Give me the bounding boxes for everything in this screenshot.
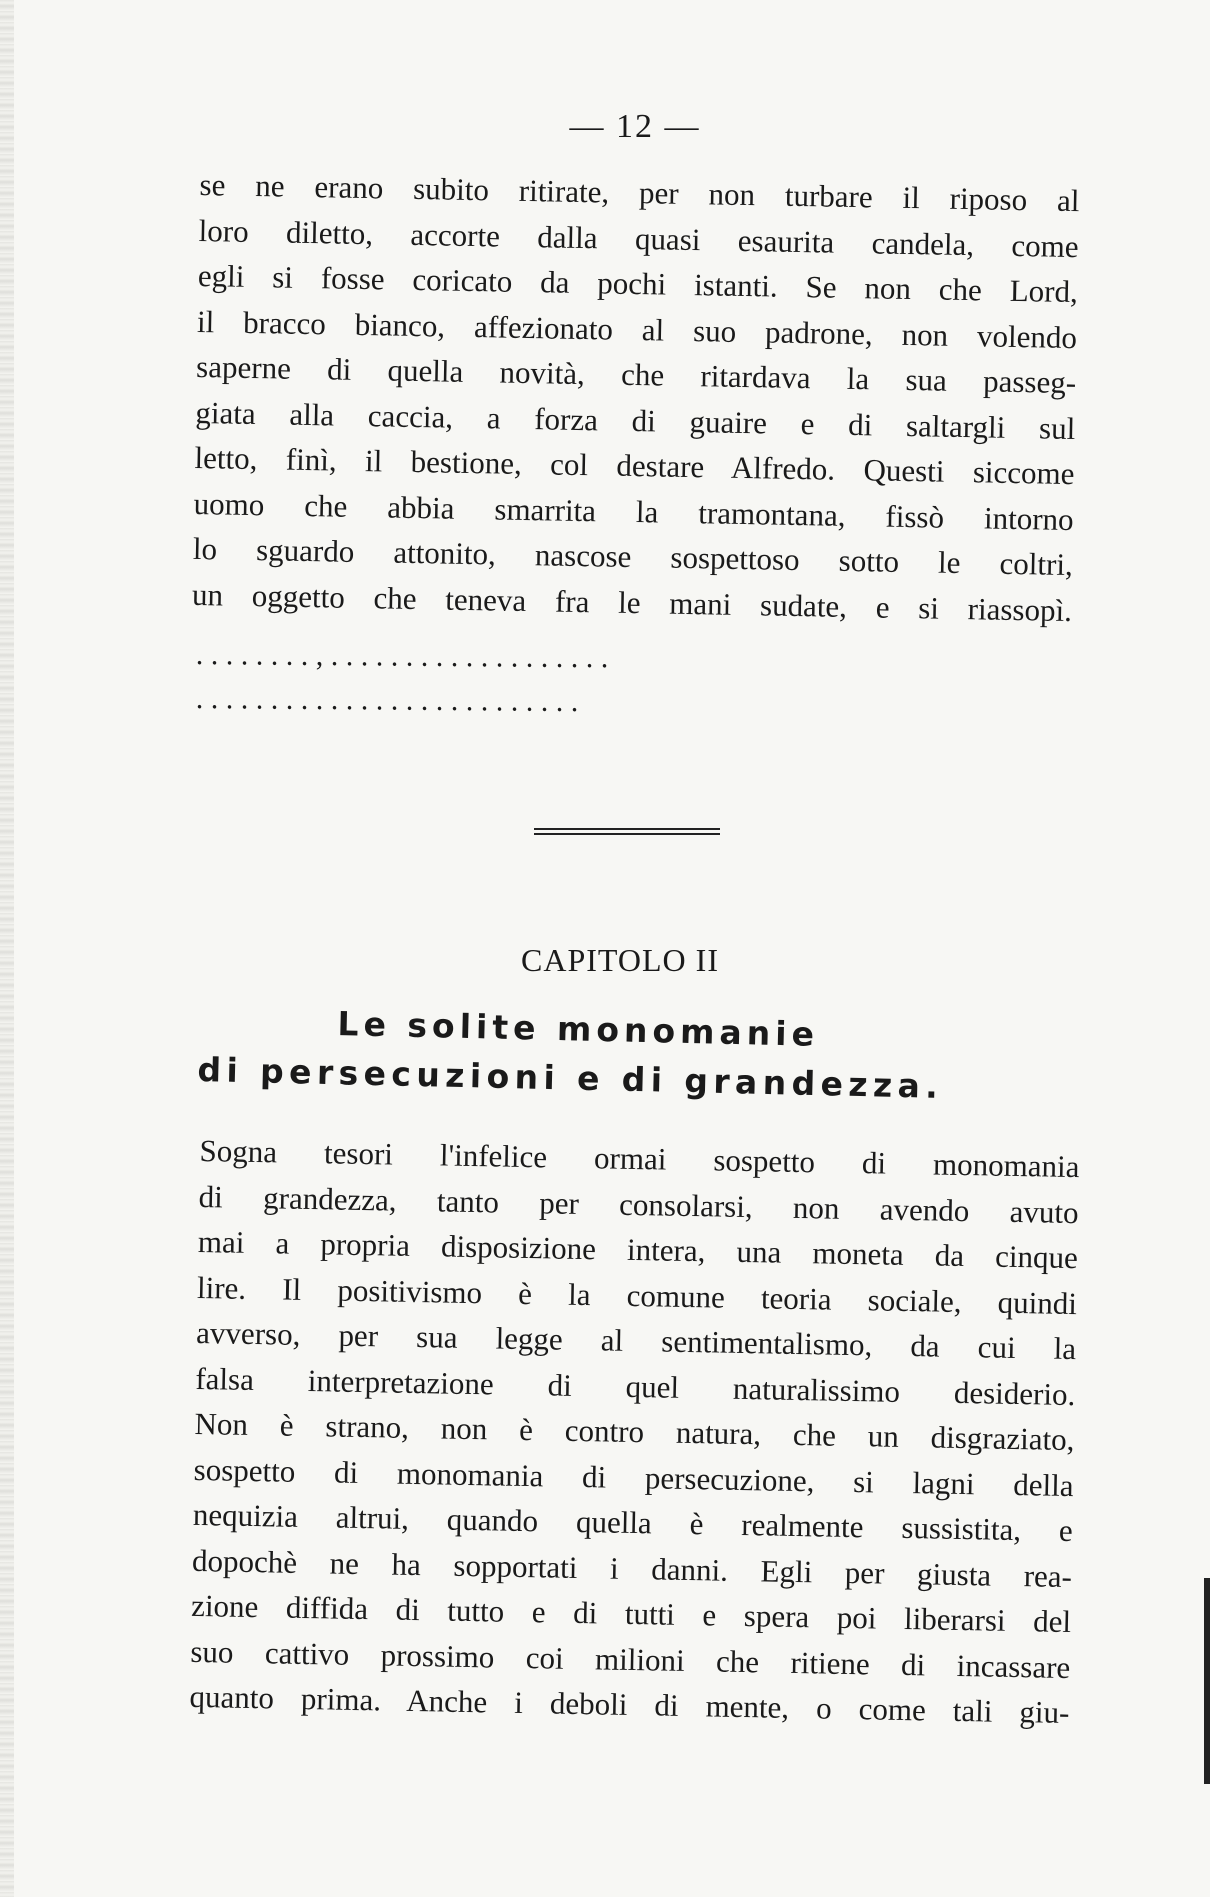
ellipsis-row: . . . . . . . . . . . . . . . . . . . . . . . . . . [195, 682, 579, 719]
chapter-title-line-1: Le solite monomanie [337, 1004, 820, 1054]
text-line: loro diletto, accorte dalla quasi esaurita candela, come [198, 212, 1079, 264]
text-line: egli si fosse coricato da pochi istanti. Se non che Lord, [197, 257, 1079, 310]
text-line: di grandezza, tanto per consolarsi, non avendo avuto [198, 1178, 1079, 1230]
text-line: Sogna tesori l'infelice ormai sospetto di monomania [199, 1132, 1080, 1185]
text-line: avverso, per sua legge al sentimentalismo, da cui la [195, 1314, 1077, 1367]
text-line: Non è strano, non è contro natura, che un disgraziato, [194, 1405, 1075, 1458]
chapter-title-line-2: di persecuzioni e di grandezza. [197, 1050, 944, 1106]
paragraph-top [192, 162, 1080, 633]
text-line: lire. Il positivismo è la comune teoria sociale, quindi [196, 1269, 1078, 1321]
chapter-label: CAPITOLO II [521, 942, 719, 978]
text-line: se ne erano subito ritirate, per non turbare il riposo al [199, 166, 1080, 219]
text-line: mai a propria disposizione intera, una moneta da cinque [197, 1223, 1079, 1276]
text-line: sospetto di monomania di persecuzione, si lagni della [193, 1451, 1074, 1503]
text-line: giata alla caccia, a forza di guaire e di saltargli sul [195, 394, 1076, 446]
ellipsis-row: . . . . . . . . , . . . . . . . . . . . . . . . . . . . [195, 638, 609, 675]
paragraph-bottom [189, 1128, 1080, 1736]
section-divider [534, 828, 720, 838]
text-line: nequizia altrui, quando quella è realmente sussistita, e [192, 1496, 1074, 1549]
scan-edge-right-mark [1204, 1578, 1210, 1784]
text-line: saperne di quella novità, che ritardava la sua passeg- [195, 348, 1077, 401]
text-line: suo cattivo prossimo coi milioni che ritiene di incassare [190, 1633, 1071, 1685]
text-line: lo sguardo attonito, nascose sospettoso sotto le coltri, [192, 530, 1074, 583]
text-line: falsa interpretazione di quel naturalissimo desiderio. [195, 1360, 1076, 1412]
text-line: il bracco bianco, affezionato al suo padrone, non volendo [196, 303, 1078, 355]
page-number: — 12 — [569, 108, 701, 145]
text-line: dopochè ne ha sopportati i danni. Egli per giusta rea- [191, 1542, 1073, 1594]
text-line: uomo che abbia smarrita la tramontana, fissò intorno [193, 485, 1074, 537]
text-line: zione diffida di tutto e di tutti e spera poi liberarsi del [190, 1587, 1072, 1640]
text-line: quanto prima. Anche i deboli di mente, o come tali giu- [189, 1678, 1070, 1731]
text-line: letto, finì, il bestione, col destare Alfredo. Questi siccome [194, 439, 1075, 492]
text-line: un oggetto che teneva fra le mani sudate, e si riassopì. [191, 576, 1073, 628]
